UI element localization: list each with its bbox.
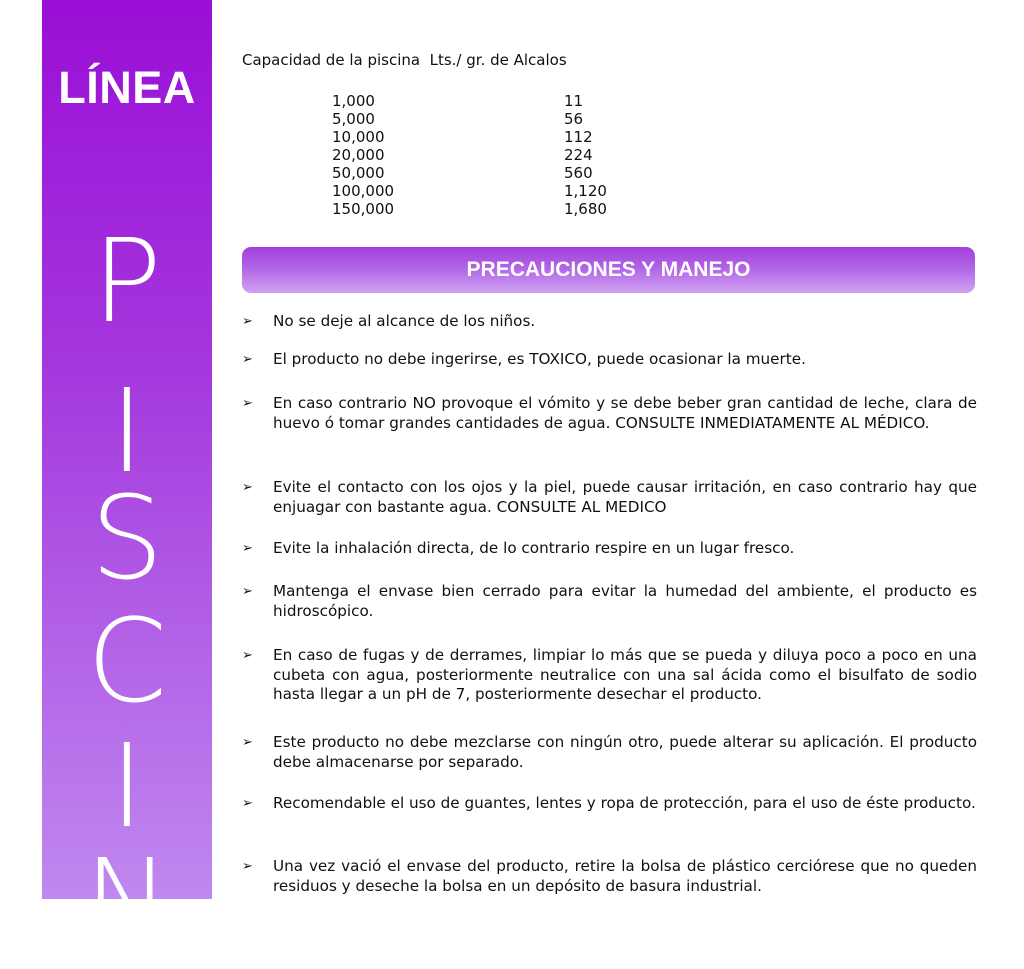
capacity-liters: 1,000 [332, 92, 375, 110]
arrow-bullet-icon: ➢ [242, 480, 253, 495]
sidebar-letter: S [90, 472, 164, 606]
capacity-grams: 560 [564, 164, 593, 182]
capacity-grams: 11 [564, 92, 584, 110]
precaution-text: Recomendable el uso de guantes, lentes y ropa de protección, para el uso de éste producto. [273, 794, 976, 812]
arrow-bullet-icon: ➢ [242, 314, 253, 329]
capacity-table-header: Capacidad de la piscina Lts./ gr. de Alcalos [242, 51, 567, 69]
precaution-item [242, 539, 977, 559]
precaution-text: En caso contrario NO provoque el vómito y se debe beber gran cantidad de leche, clara de huevo ó tomar grandes cantidades de agua. CONSULTE INMEDIATAMENTE AL MÉDICO. [273, 394, 977, 432]
precaution-item [242, 312, 977, 332]
precaution-item [242, 582, 977, 621]
precaution-text: El producto no debe ingerirse, es TOXICO, puede ocasionar la muerte. [273, 350, 806, 368]
sidebar-title: LÍNEA [58, 62, 196, 113]
sidebar-letter: I [110, 365, 144, 499]
sidebar-letter: N [83, 835, 171, 969]
arrow-bullet-icon: ➢ [242, 859, 253, 874]
capacity-grams: 1,680 [564, 200, 607, 218]
capacity-liters: 100,000 [332, 182, 395, 200]
arrow-bullet-icon: ➢ [242, 396, 253, 411]
arrow-bullet-icon: ➢ [242, 541, 253, 556]
capacity-grams: 56 [564, 110, 584, 128]
capacity-grams: 112 [564, 128, 593, 146]
sidebar-letter: P [92, 215, 162, 349]
precaution-item [242, 394, 977, 433]
capacity-liters: 150,000 [332, 200, 395, 218]
precaution-text: En caso de fugas y de derrames, limpiar lo más que se pueda y diluya poco a poco en una cubeta con agua, posteriormente neutralice con una sal ácida como el bisulfato de sodio hasta llegar a un pH de 7, posteriormente desechar el producto. [273, 646, 977, 703]
capacity-liters: 20,000 [332, 146, 385, 164]
precaution-text: Evite el contacto con los ojos y la piel, puede causar irritación, en caso contrario hay que enjuagar con bastante agua. CONSULTE AL MEDICO [273, 478, 977, 516]
capacity-liters: 50,000 [332, 164, 385, 182]
capacity-row [332, 146, 593, 164]
arrow-bullet-icon: ➢ [242, 796, 253, 811]
capacity-row [332, 128, 593, 146]
sidebar-banner [42, 0, 212, 969]
precaution-item [242, 478, 977, 517]
capacity-row [332, 182, 607, 200]
arrow-bullet-icon: ➢ [242, 584, 253, 599]
capacity-grams: 1,120 [564, 182, 607, 200]
precaution-item [242, 857, 977, 896]
arrow-bullet-icon: ➢ [242, 648, 253, 663]
precaution-text: Una vez vació el envase del producto, retire la bolsa de plástico cerciórese que no queden residuos y deseche la bolsa en un depósito de basura industrial. [273, 857, 977, 895]
arrow-bullet-icon: ➢ [242, 352, 253, 367]
capacity-grams: 224 [564, 146, 593, 164]
capacity-row [332, 92, 583, 110]
precaution-item [242, 350, 977, 370]
precaution-text: Evite la inhalación directa, de lo contrario respire en un lugar fresco. [273, 539, 795, 557]
arrow-bullet-icon: ➢ [242, 735, 253, 750]
section-heading-precautions: PRECAUCIONES Y MANEJO [242, 247, 975, 293]
precaution-item [242, 794, 977, 814]
capacity-liters: 5,000 [332, 110, 375, 128]
capacity-row [332, 110, 583, 128]
precaution-text: Mantenga el envase bien cerrado para evitar la humedad del ambiente, el producto es hidroscópico. [273, 582, 977, 620]
precaution-text: Este producto no debe mezclarse con ningún otro, puede alterar su aplicación. El producto debe almacenarse por separado. [273, 733, 977, 771]
capacity-row [332, 200, 607, 218]
sidebar-letter: C [86, 595, 168, 729]
sidebar-letter: I [110, 720, 144, 854]
precaution-item [242, 733, 977, 772]
capacity-liters: 10,000 [332, 128, 385, 146]
capacity-row [332, 164, 593, 182]
precaution-item [242, 646, 977, 705]
precaution-text: No se deje al alcance de los niños. [273, 312, 536, 330]
